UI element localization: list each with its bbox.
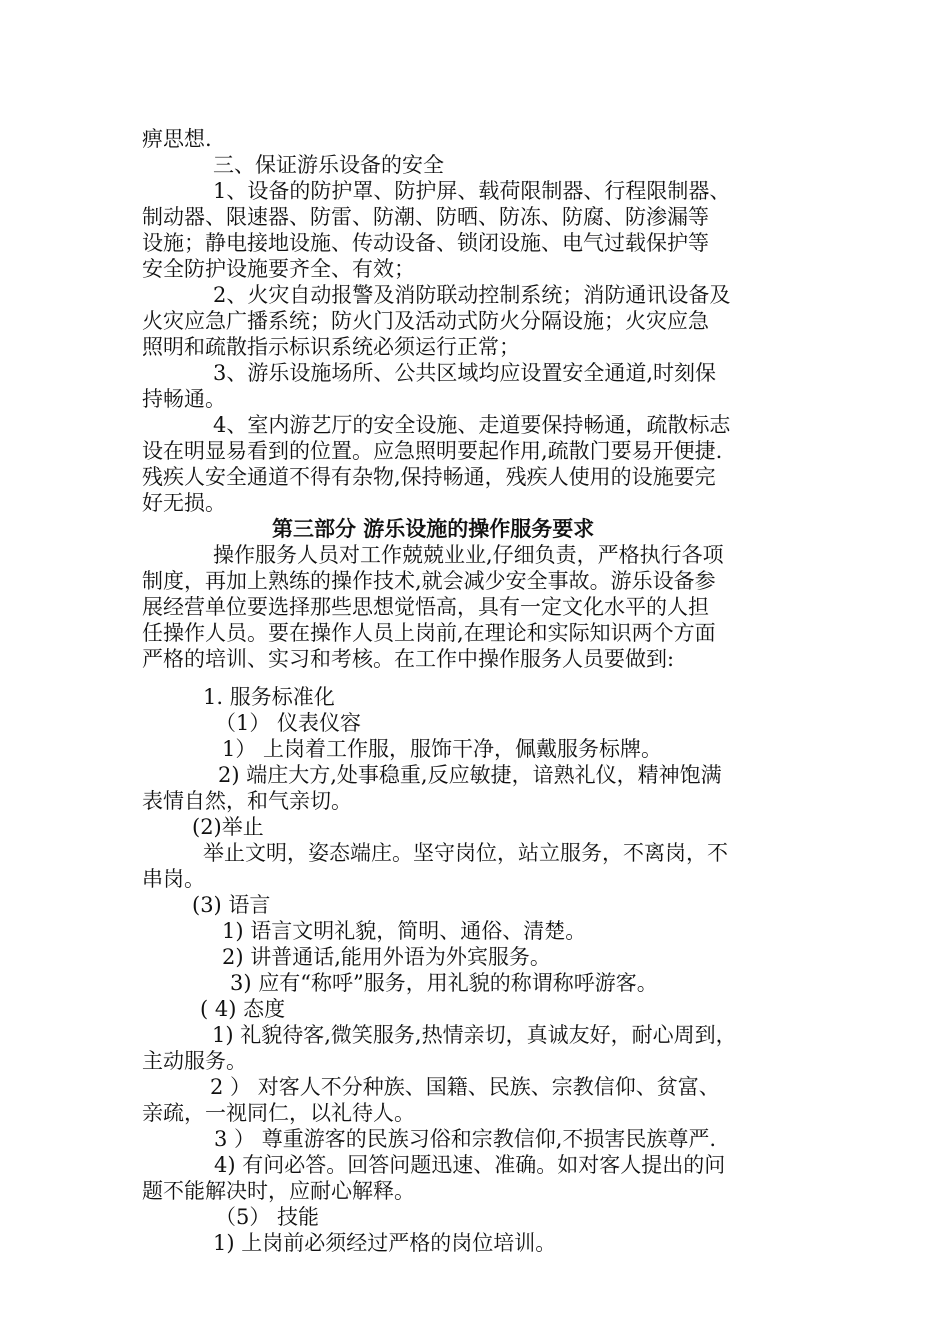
text-line: 表情自然，和气亲切。 <box>142 789 352 813</box>
list-item: 4) 有问必答。回答问题迅速、准确。如对客人提出的问 <box>214 1153 726 1177</box>
text-line: 设在明显易看到的位置。应急照明要起作用,疏散门要易开便捷. <box>142 439 723 463</box>
text-line: 4、室内游艺厅的安全设施、走道要保持畅通，疏散标志 <box>213 413 731 437</box>
text-line: 操作服务人员对工作兢兢业业,仔细负责，严格执行各项 <box>213 543 724 567</box>
list-item: 2) 端庄大方,处事稳重,反应敏捷，谙熟礼仪，精神饱满 <box>218 763 722 787</box>
list-heading: 1. 服务标准化 <box>203 685 335 709</box>
text-line: 举止文明，姿态端庄。坚守岗位，站立服务，不离岗，不 <box>203 841 728 865</box>
subsection-heading: (3) 语言 <box>192 893 271 917</box>
text-line: 主动服务。 <box>142 1049 247 1073</box>
subsection-heading: ( 4) 态度 <box>200 997 286 1021</box>
list-item: 2) 讲普通话,能用外语为外宾服务。 <box>222 945 551 969</box>
text-line: 亲疏，一视同仁，以礼待人。 <box>142 1101 415 1125</box>
text-line: 2、火灾自动报警及消防联动控制系统；消防通讯设备及 <box>213 283 731 307</box>
subsection-heading: (2)举止 <box>192 815 264 839</box>
text-line: 串岗。 <box>142 867 205 891</box>
list-item: 1) 上岗前必须经过严格的岗位培训。 <box>213 1231 557 1255</box>
text-line: 痹思想. <box>142 127 212 151</box>
section-heading: 三、保证游乐设备的安全 <box>213 153 444 177</box>
text-line: 照明和疏散指示标识系统必须运行正常； <box>142 335 520 359</box>
list-item: 3) 应有“称呼”服务，用礼貌的称谓称呼游客。 <box>230 971 658 995</box>
text-line: 持畅通。 <box>142 387 226 411</box>
text-line: 展经营单位要选择那些思想觉悟高，具有一定文化水平的人担 <box>142 595 709 619</box>
text-line: 1、设备的防护罩、防护屏、载荷限制器、行程限制器、 <box>213 179 731 203</box>
text-line: 3、游乐设施场所、公共区域均应设置安全通道,时刻保 <box>213 361 717 385</box>
text-line: 火灾应急广播系统；防火门及活动式防火分隔设施；火灾应急 <box>142 309 709 333</box>
list-item: 1） 上岗着工作服，服饰干净，佩戴服务标牌。 <box>222 737 663 761</box>
subsection-heading: （5） 技能 <box>215 1205 320 1229</box>
text-line: 题不能解决时，应耐心解释。 <box>142 1179 415 1203</box>
text-line: 任操作人员。要在操作人员上岗前,在理论和实际知识两个方面 <box>142 621 716 645</box>
part-heading: 第三部分 游乐设施的操作服务要求 <box>272 517 595 541</box>
text-line: 制动器、限速器、防雷、防潮、防晒、防冻、防腐、防渗漏等 <box>142 205 709 229</box>
subsection-heading: （1） 仪表仪容 <box>215 711 362 735</box>
text-line: 残疾人安全通道不得有杂物,保持畅通，残疾人使用的设施要完 <box>142 465 716 489</box>
text-line: 制度，再加上熟练的操作技术,就会减少安全事故。游乐设备参 <box>142 569 716 593</box>
text-line: 好无损。 <box>142 491 226 515</box>
list-item: 3 ） 尊重游客的民族习俗和宗教信仰,不损害民族尊严. <box>214 1127 717 1151</box>
list-item: 2 ） 对客人不分种族、国籍、民族、宗教信仰、贫富、 <box>210 1075 720 1099</box>
list-item: 1) 礼貌待客,微笑服务,热情亲切，真诚友好，耐心周到， <box>212 1023 737 1047</box>
text-line: 严格的培训、实习和考核。在工作中操作服务人员要做到: <box>142 647 675 671</box>
list-item: 1) 语言文明礼貌，简明、通俗、清楚。 <box>222 919 587 943</box>
text-line: 设施；静电接地设施、传动设备、锁闭设施、电气过载保护等 <box>142 231 709 255</box>
text-line: 安全防护设施要齐全、有效； <box>142 257 415 281</box>
